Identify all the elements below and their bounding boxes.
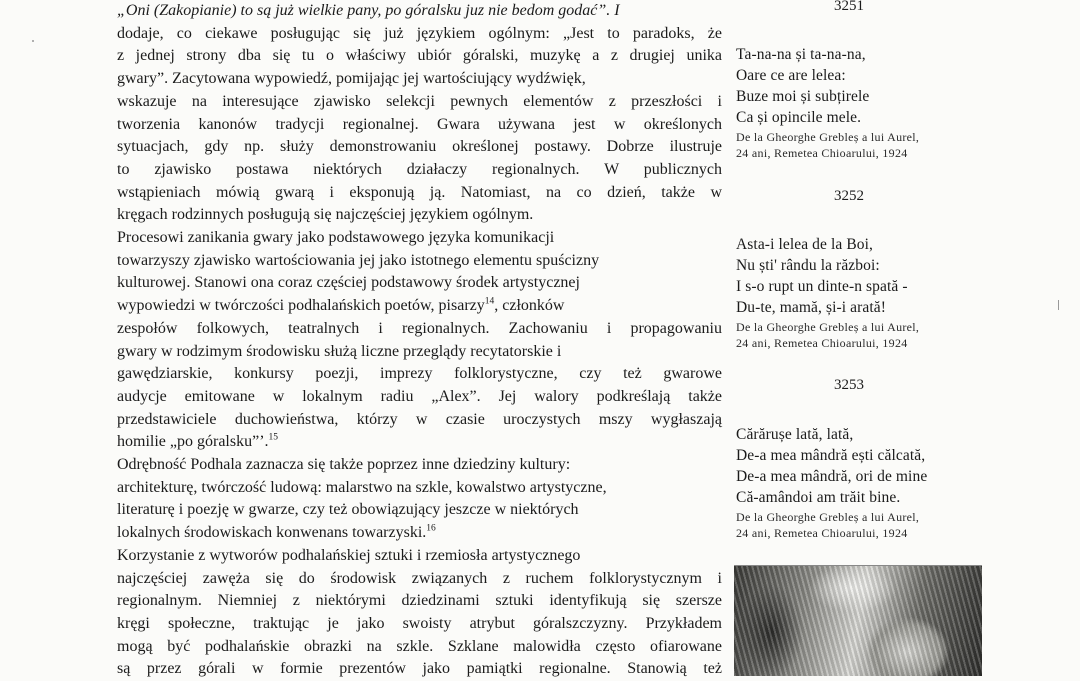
verse-line: De-a mea mândră ești călcată, bbox=[736, 447, 926, 464]
song-number: 3252 bbox=[834, 188, 864, 204]
text-line-20: homilie „po góralsku”’.$^{15}$ bbox=[117, 433, 279, 451]
verse-line: Nu ști' rându la război: bbox=[736, 257, 880, 274]
verse-line: I s-o rupt un dinte-n spată - bbox=[736, 278, 908, 295]
main-text-column bbox=[117, 0, 722, 681]
verse-line: Ca și opincile mele. bbox=[736, 109, 862, 126]
song-verse bbox=[736, 44, 869, 128]
text-line-9: wstąpieniach mówią gwarą i eksponują ją. Natomiast, na co dzień, także w bbox=[117, 183, 722, 201]
verse-line: Du-te, mamă, și-i arată! bbox=[736, 299, 887, 316]
text-line-22: architekturę, twórczość ludową: malarstwo na szkle, kowalstwo artystyczne, bbox=[117, 478, 607, 496]
text-line-8: to zjawisko postawa niektórych działaczy regionalnych. W publicznych bbox=[117, 160, 722, 178]
text-line-26: najczęściej zawęża się do środowisk związanych z ruchem folklorystycznym i bbox=[117, 569, 722, 587]
source-line: 24 ani, Remetea Chioarului, 1924 bbox=[736, 336, 908, 350]
text-line-6: tworzenia kanonów tradycji regionalnej. Gwara używana jest w określonych bbox=[117, 115, 722, 133]
verse-line: Oare ce are lelea: bbox=[736, 67, 846, 84]
text-line-19: przedstawiciele duchowieństwa, którzy w czasie uroczystych mszy wygłaszają bbox=[117, 410, 722, 428]
source-line: De la Gheorghe Grebleș a lui Aurel, bbox=[736, 510, 920, 524]
text-line-23: literaturę i poezję w gwarze, czy też obowiązujący jeszcze w niektórych bbox=[117, 501, 579, 519]
text-line-30: są przez górali w formie prezentów jako pamiątki regionalne. Stanowią też bbox=[117, 660, 722, 678]
text-line-10: kręgach rodzinnych posługują się najczęściej językiem ogólnym. bbox=[117, 206, 534, 224]
text-line-5: wskazuje na interesujące zjawisko selekcji pewnych elementów z przeszłości i bbox=[117, 92, 722, 110]
source-line: 24 ani, Remetea Chioarului, 1924 bbox=[736, 526, 908, 540]
verse-line: Buze moi și subțirele bbox=[736, 88, 870, 105]
text-line-7: sytuacjach, gdy np. służy demonstrowaniu określonej postawy. Dobrze ilustruje bbox=[117, 138, 722, 156]
text-line-1: „Oni (Zakopianie) to są już wielkie pany, po góralsku juz nie bedom godać”. I bbox=[117, 2, 620, 19]
text-line-15: zespołów folkowych, teatralnych i regionalnych. Zachowaniu i propagowaniu bbox=[117, 319, 722, 337]
verse-line: Ta-na-na și ta-na-na, bbox=[736, 46, 866, 63]
text-line-24: lokalnych środowiskach konwenans towarzyski.$^{16}$ bbox=[117, 523, 436, 542]
text-line-2: dodaje, co ciekawe posługując się już językiem ogólnym: „Jest to paradoks, że bbox=[117, 24, 722, 42]
photo-image bbox=[734, 565, 982, 676]
text-line-4: gwary”. Zacytowana wypowiedź, pomijając jej wartościujący wydźwięk, bbox=[117, 70, 586, 88]
verse-line: Asta-i lelea de la Boi, bbox=[736, 236, 874, 253]
song-source bbox=[736, 319, 919, 351]
song-number: 3251 bbox=[834, 0, 864, 14]
footnote-14: 14 bbox=[484, 296, 495, 307]
footnote-16: 16 bbox=[426, 523, 436, 534]
text-line-25: Korzystanie z wytworów podhalańskiej sztuki i rzemiosła artystycznego bbox=[117, 546, 581, 564]
song-verse bbox=[736, 234, 908, 318]
text-line-29: mogą być podhalańskie obrazki na szkle. Szklane malowidła często ofiarowane bbox=[117, 637, 722, 655]
song-source bbox=[736, 509, 919, 541]
verse-line: Că-amândoi am trăit bine. bbox=[736, 489, 901, 506]
source-line: 24 ani, Remetea Chioarului, 1924 bbox=[736, 146, 908, 160]
text-line-28: kręgi społeczne, traktując je jako swoisty atrybut góralszczyzny. Przykładem bbox=[117, 614, 722, 632]
text-line-13: kulturowej. Stanowi ona coraz częściej podstawowy środek artystycznej bbox=[117, 274, 580, 292]
scan-speck bbox=[32, 40, 34, 42]
text-line-21: Odrębność Podhala zaznacza się także poprzez inne dziedziny kultury: bbox=[117, 456, 571, 474]
verse-line: Cărărușe lată, lată, bbox=[736, 426, 854, 443]
text-line-18: audycje emitowane w lokalnym radiu „Alex”. Jej walory podkreślają także bbox=[117, 387, 722, 405]
text-line-3: z jednej strony dba się tu o właściwy ubiór góralski, muzykę a z drugiej unika bbox=[117, 47, 722, 65]
source-line: De la Gheorghe Grebleș a lui Aurel, bbox=[736, 320, 920, 334]
footnote-15: 15 bbox=[268, 433, 279, 444]
verse-line: De-a mea mândră, ori de mine bbox=[736, 468, 928, 485]
source-line: De la Gheorghe Greblеș a lui Aurel, bbox=[736, 130, 920, 144]
song-source bbox=[736, 129, 919, 161]
text-line-12: towarzyszy zjawisko wartościowania jej jako istotnego elementu spuścizny bbox=[117, 251, 600, 269]
text-line-14: wypowiedzi w twórczości podhalańskich poetów, pisarzy$^{14}$, członków bbox=[117, 296, 565, 315]
scan-speck bbox=[1058, 300, 1059, 310]
text-line-27: regionalnym. Niemniej z niektórymi dziedzinami sztuki identyfikują się szersze bbox=[117, 592, 722, 610]
text-line-11: Procesowi zanikania gwary jako podstawowego języka komunikacji bbox=[117, 229, 555, 247]
song-verse bbox=[736, 424, 927, 508]
song-number: 3253 bbox=[834, 377, 864, 393]
text-line-17: gawędziarskie, konkursy poezji, imprezy folklorystyczne, czy też gwarowe bbox=[117, 365, 722, 383]
text-line-16: gwary w rodzimym środowisku służą liczne przeglądy recytatorskie i bbox=[117, 342, 562, 360]
